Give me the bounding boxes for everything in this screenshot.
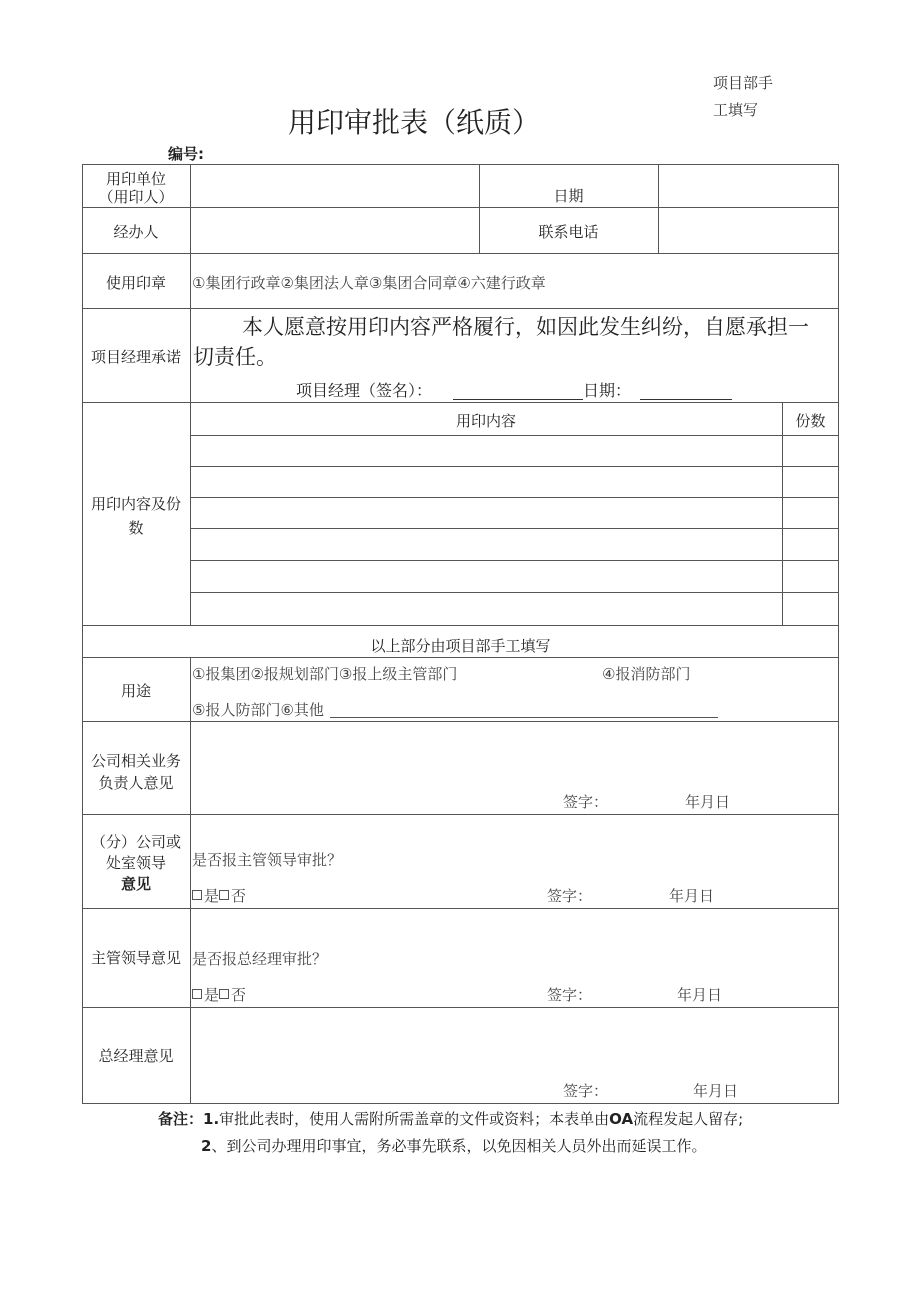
- seal-unit-label: 用印单位 （用印人）: [98, 170, 174, 206]
- pledge-text-line-1: 本人愿意按用印内容严格履行，如因此发生纠纷，自愿承担一: [242, 315, 809, 339]
- copies-cell[interactable]: [784, 530, 837, 559]
- content-grid-line: [190, 528, 839, 529]
- content-copies-label: 用印内容及份 数: [90, 495, 181, 537]
- page-title: 用印审批表（纸质）: [288, 106, 541, 139]
- pm-sign-line[interactable]: [453, 399, 583, 400]
- row-line: [82, 625, 839, 626]
- remarks-label: 备注：: [158, 1110, 204, 1128]
- sign-label: 签字：: [547, 986, 593, 1004]
- handler-label: 经办人: [113, 223, 159, 241]
- content-cell[interactable]: [192, 499, 781, 527]
- content-cell[interactable]: [192, 530, 781, 559]
- border-right: [838, 164, 839, 1104]
- phone-field[interactable]: [660, 209, 837, 252]
- content-cell[interactable]: [192, 594, 781, 624]
- corner-note-line-1: 项目部手: [713, 74, 774, 92]
- sign-label: 签字：: [547, 887, 593, 905]
- content-cell[interactable]: [192, 468, 781, 496]
- divider-text: 以上部分由项目部手工填写: [370, 637, 551, 655]
- row-line: [82, 308, 839, 309]
- row-line: [82, 1007, 839, 1008]
- sign-label: 签字：: [563, 793, 609, 811]
- copies-cell[interactable]: [784, 594, 837, 624]
- content-cell[interactable]: [192, 437, 781, 465]
- no-checkbox[interactable]: [219, 989, 229, 999]
- copies-cell[interactable]: [784, 437, 837, 465]
- border-bottom: [82, 1103, 839, 1104]
- content-grid-line: [190, 466, 839, 467]
- date-field[interactable]: [660, 165, 837, 206]
- pm-date-line[interactable]: [640, 399, 732, 400]
- date-ymd: 年月日: [685, 793, 731, 811]
- content-grid-line: [190, 497, 839, 498]
- date-label: 日期: [553, 187, 584, 205]
- sign-label: 签字：: [563, 1082, 609, 1100]
- row-line: [82, 207, 839, 208]
- supervisor-question: 是否报总经理审批？: [192, 950, 328, 968]
- purpose-options-2[interactable]: ⑤报人防部门⑥其他: [192, 701, 324, 719]
- content-grid-line: [190, 560, 839, 561]
- purpose-options-fire[interactable]: ④报消防部门: [602, 665, 691, 683]
- row-line: [82, 657, 839, 658]
- row-line: [82, 402, 839, 403]
- branch-opinion-label: （分）公司或 处室领导 意见: [90, 833, 181, 893]
- date-ymd: 年月日: [693, 1082, 739, 1100]
- seal-options[interactable]: ①集团行政章②集团法人章③集团合同章④六建行政章: [192, 274, 546, 292]
- row-line: [82, 253, 839, 254]
- branch-yes-no[interactable]: 是 否: [192, 886, 246, 906]
- date-ymd: 年月日: [677, 986, 723, 1004]
- yes-checkbox[interactable]: [192, 890, 202, 900]
- yes-checkbox[interactable]: [192, 989, 202, 999]
- remarks-line-2: 2、到公司办理用印事宜，务必事先联系，以免因相关人员外出而延误工作。: [201, 1137, 707, 1155]
- row-line: [82, 721, 839, 722]
- branch-question: 是否报主管领导审批？: [192, 851, 343, 869]
- copies-header: 份数: [795, 412, 826, 430]
- pm-sign-label: 项目经理（签名）：: [296, 381, 433, 400]
- content-grid-col: [782, 402, 783, 625]
- purpose-options-1[interactable]: ①报集团②报规划部门③报上级主管部门: [192, 665, 458, 683]
- purpose-other-line[interactable]: [330, 717, 718, 718]
- content-grid-line: [190, 435, 839, 436]
- pledge-text-line-2: 切责任。: [193, 345, 277, 369]
- row-line: [82, 908, 839, 909]
- approval-form: [82, 164, 839, 1104]
- date-ymd: 年月日: [669, 887, 715, 905]
- pm-pledge-label: 项目经理承诺: [90, 348, 181, 366]
- biz-opinion-label: 公司相关业务 负责人意见: [90, 752, 181, 792]
- handler-field[interactable]: [192, 209, 478, 252]
- col-line: [658, 164, 659, 253]
- content-grid-line: [190, 592, 839, 593]
- phone-label: 联系电话: [538, 223, 599, 241]
- col-line: [190, 657, 191, 1104]
- supervisor-yes-no[interactable]: 是 否: [192, 985, 246, 1005]
- seal-unit-field[interactable]: [192, 165, 478, 206]
- purpose-label: 用途: [120, 682, 151, 700]
- seal-use-label: 使用印章: [105, 274, 166, 292]
- supervisor-opinion-label: 主管领导意见: [90, 949, 181, 967]
- copies-cell[interactable]: [784, 468, 837, 496]
- col-line: [190, 164, 191, 625]
- gm-opinion-label: 总经理意见: [98, 1047, 174, 1065]
- copies-cell[interactable]: [784, 562, 837, 591]
- no-checkbox[interactable]: [219, 890, 229, 900]
- corner-note-line-2: 工填写: [713, 101, 759, 119]
- content-header: 用印内容: [455, 412, 516, 430]
- serial-number-label: 编号:: [168, 145, 204, 163]
- copies-cell[interactable]: [784, 499, 837, 527]
- pm-date-label: 日期：: [583, 381, 632, 400]
- content-cell[interactable]: [192, 562, 781, 591]
- row-line: [82, 814, 839, 815]
- remarks-line-1: 备注：1.审批此表时，使用人需附所需盖章的文件或资料；本表单由OA流程发起人留存;: [158, 1110, 744, 1128]
- corner-note: [713, 70, 773, 124]
